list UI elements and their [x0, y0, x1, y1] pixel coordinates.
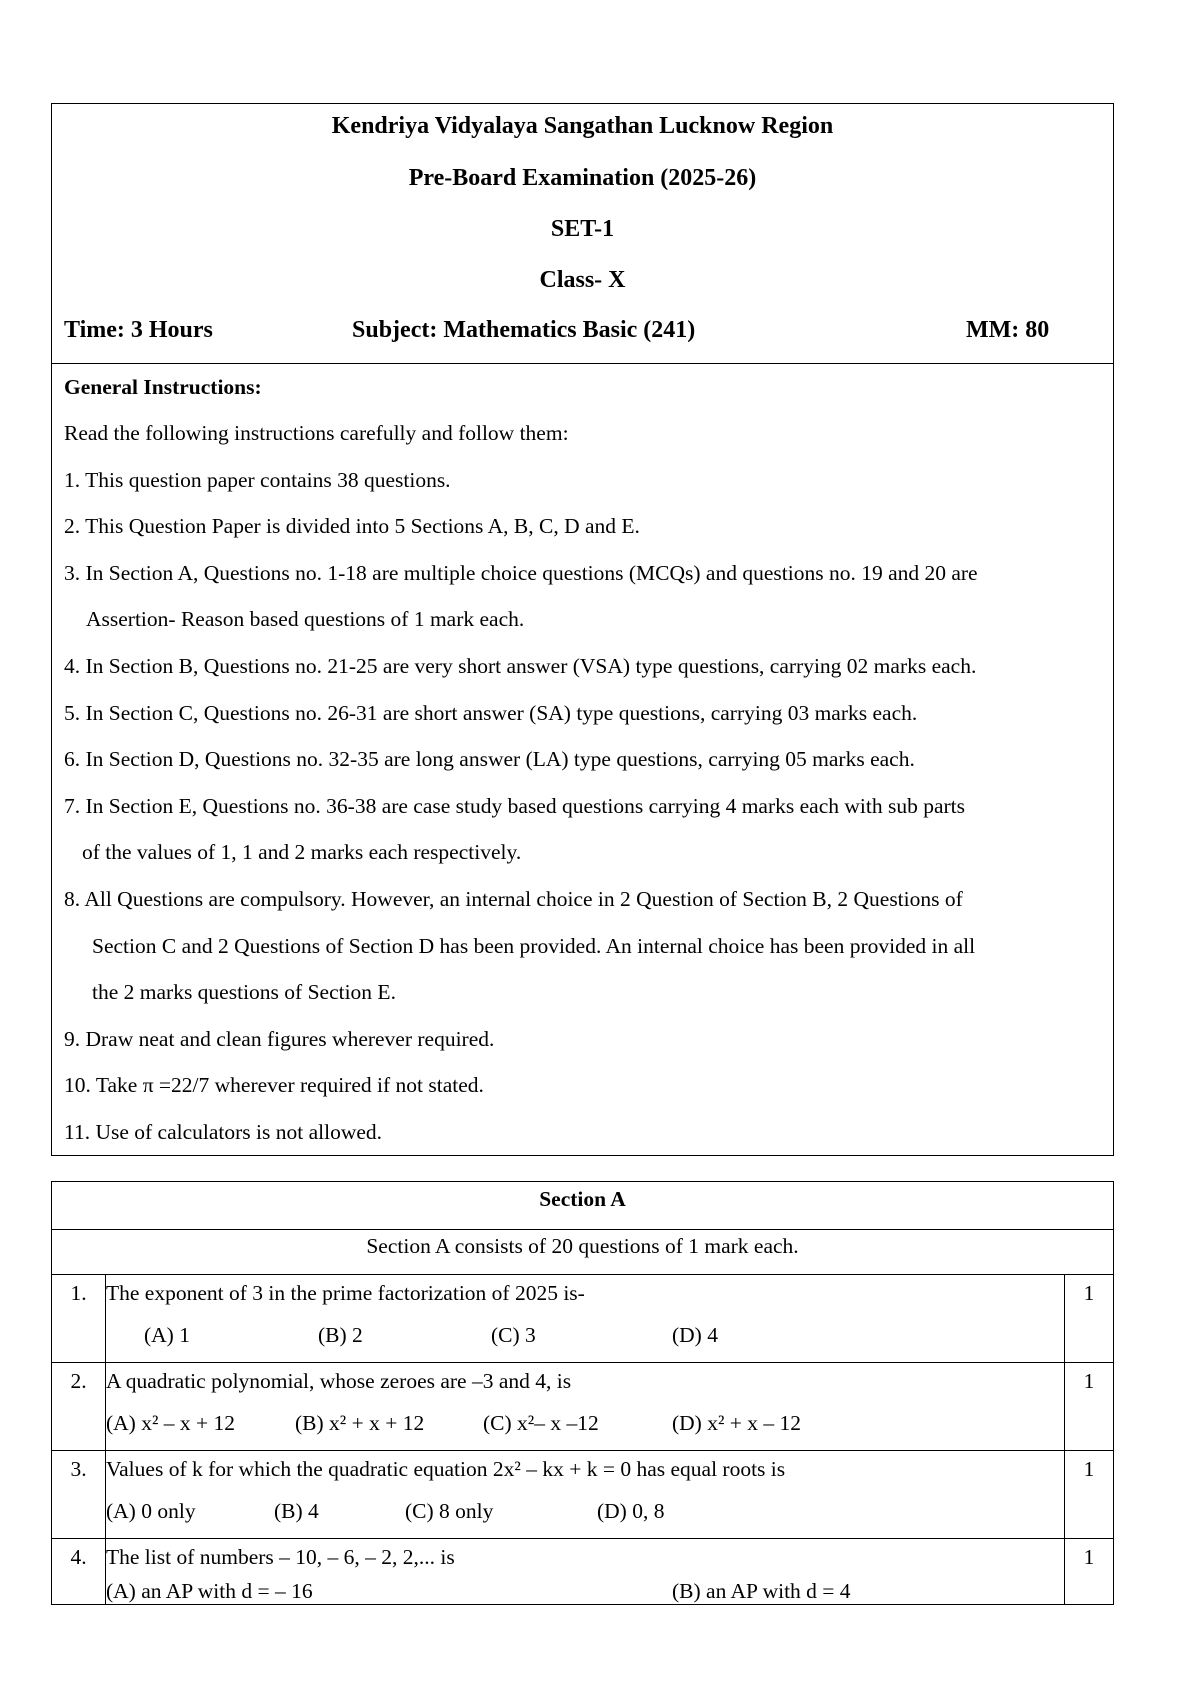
- option-a: (A) 0 only: [106, 1499, 196, 1523]
- general-instructions: [52, 364, 1113, 1156]
- question-text: Values of k for which the quadratic equation 2x² – kx + k = 0 has equal roots is: [106, 1457, 786, 1481]
- option-b: (B) an AP with d = 4: [672, 1579, 851, 1603]
- question-options: [106, 1315, 1064, 1362]
- question-text: The list of numbers – 10, – 6, – 2, 2,... is: [106, 1545, 455, 1569]
- instruction-item: [64, 736, 1103, 783]
- instruction-text-continued: Assertion- Reason based questions of 1 mark each.: [86, 607, 525, 632]
- instruction-item: [64, 1062, 1103, 1109]
- subject-label: Subject: Mathematics Basic (241): [352, 317, 696, 343]
- instruction-text: 10. Take π =22/7 wherever required if not stated.: [64, 1073, 484, 1098]
- question-marks: 1: [1065, 1275, 1114, 1363]
- exam-title: Pre-Board Examination (2025-26): [408, 165, 757, 191]
- section-title: Section A: [52, 1182, 1114, 1230]
- exam-header-box: [51, 103, 1114, 1156]
- instructions-intro: Read the following instructions carefully and follow them:: [64, 421, 569, 445]
- instruction-text: 8. All Questions are compulsory. However, an internal choice in 2 Question of Section B, 2 Questions of: [64, 886, 963, 911]
- instruction-item: [64, 1109, 1103, 1156]
- question-marks: 1: [1065, 1451, 1114, 1539]
- question-marks: 1: [1065, 1539, 1114, 1605]
- section-a-table: [51, 1181, 1114, 1605]
- question-row: [52, 1539, 1114, 1605]
- instruction-item: [64, 876, 1103, 1016]
- question-marks: 1: [1065, 1363, 1114, 1451]
- instruction-item: [64, 690, 1103, 737]
- instruction-text-continued: of the values of 1, 1 and 2 marks each respectively.: [82, 840, 522, 865]
- option-c: (C) 8 only: [405, 1499, 494, 1523]
- question-options: [106, 1403, 1064, 1450]
- instruction-text: 7. In Section E, Questions no. 36-38 are case study based questions carrying 4 marks each with sub parts: [64, 793, 966, 818]
- exam-header: [52, 104, 1113, 364]
- option-b: (B) 4: [274, 1499, 319, 1523]
- option-c: (C) x²– x –12: [483, 1411, 599, 1435]
- instruction-item: [64, 457, 1103, 504]
- question-number: 1.: [52, 1275, 106, 1363]
- set-label: SET-1: [550, 216, 615, 242]
- instruction-item: [64, 783, 1103, 876]
- option-d: (D) 0, 8: [597, 1499, 665, 1523]
- instruction-text: 6. In Section D, Questions no. 32-35 are long answer (LA) type questions, carrying 05 marks each.: [64, 747, 915, 772]
- question-number: 2.: [52, 1363, 106, 1451]
- instructions-title: General Instructions:: [64, 375, 262, 399]
- question-row: [52, 1275, 1114, 1363]
- question-number: 3.: [52, 1451, 106, 1539]
- instruction-text: 11. Use of calculators is not allowed.: [64, 1119, 383, 1144]
- instruction-text: 3. In Section A, Questions no. 1-18 are multiple choice questions (MCQs) and questions no. 19 and 20 are: [64, 560, 978, 585]
- instruction-item: [64, 550, 1103, 643]
- instruction-text-continued: Section C and 2 Questions of Section D has been provided. An internal choice has been provided in all: [92, 933, 976, 958]
- instruction-item: [64, 643, 1103, 690]
- organization-title: Kendriya Vidyalaya Sangathan Lucknow Region: [331, 113, 834, 139]
- option-d: (D) x² + x – 12: [672, 1411, 802, 1435]
- time-label: Time: 3 Hours: [64, 317, 213, 343]
- question-body: [106, 1539, 1065, 1605]
- question-body: [106, 1363, 1065, 1451]
- question-options: [106, 1579, 1064, 1604]
- question-number: 4.: [52, 1539, 106, 1605]
- instruction-text-continued: the 2 marks questions of Section E.: [92, 980, 396, 1005]
- question-body: [106, 1275, 1065, 1363]
- instruction-item: [64, 503, 1103, 550]
- max-marks-label: MM: 80: [966, 317, 1050, 343]
- option-d: (D) 4: [672, 1323, 718, 1347]
- option-b: (B) 2: [318, 1323, 363, 1347]
- instruction-text: 2. This Question Paper is divided into 5 Sections A, B, C, D and E.: [64, 514, 640, 539]
- instruction-text: 5. In Section C, Questions no. 26-31 are short answer (SA) type questions, carrying 03 marks each.: [64, 700, 918, 725]
- question-body: [106, 1451, 1065, 1539]
- question-row: [52, 1451, 1114, 1539]
- section-subtitle: Section A consists of 20 questions of 1 mark each.: [52, 1230, 1114, 1275]
- instruction-text: 9. Draw neat and clean figures wherever required.: [64, 1026, 495, 1051]
- option-b: (B) x² + x + 12: [295, 1411, 425, 1435]
- instruction-item: [64, 1016, 1103, 1063]
- question-text: A quadratic polynomial, whose zeroes are –3 and 4, is: [106, 1369, 572, 1393]
- option-a: (A) x² – x + 12: [106, 1411, 236, 1435]
- option-c: (C) 3: [491, 1323, 536, 1347]
- class-label: Class- X: [539, 267, 626, 293]
- question-options: [106, 1491, 1064, 1538]
- question-row: [52, 1363, 1114, 1451]
- question-text: The exponent of 3 in the prime factorization of 2025 is-: [106, 1281, 585, 1305]
- option-a: (A) an AP with d = – 16: [106, 1579, 313, 1603]
- instruction-text: 1. This question paper contains 38 questions.: [64, 467, 451, 492]
- option-a: (A) 1: [144, 1323, 190, 1347]
- instruction-text: 4. In Section B, Questions no. 21-25 are very short answer (VSA) type questions, carrying 02 marks each.: [64, 653, 977, 678]
